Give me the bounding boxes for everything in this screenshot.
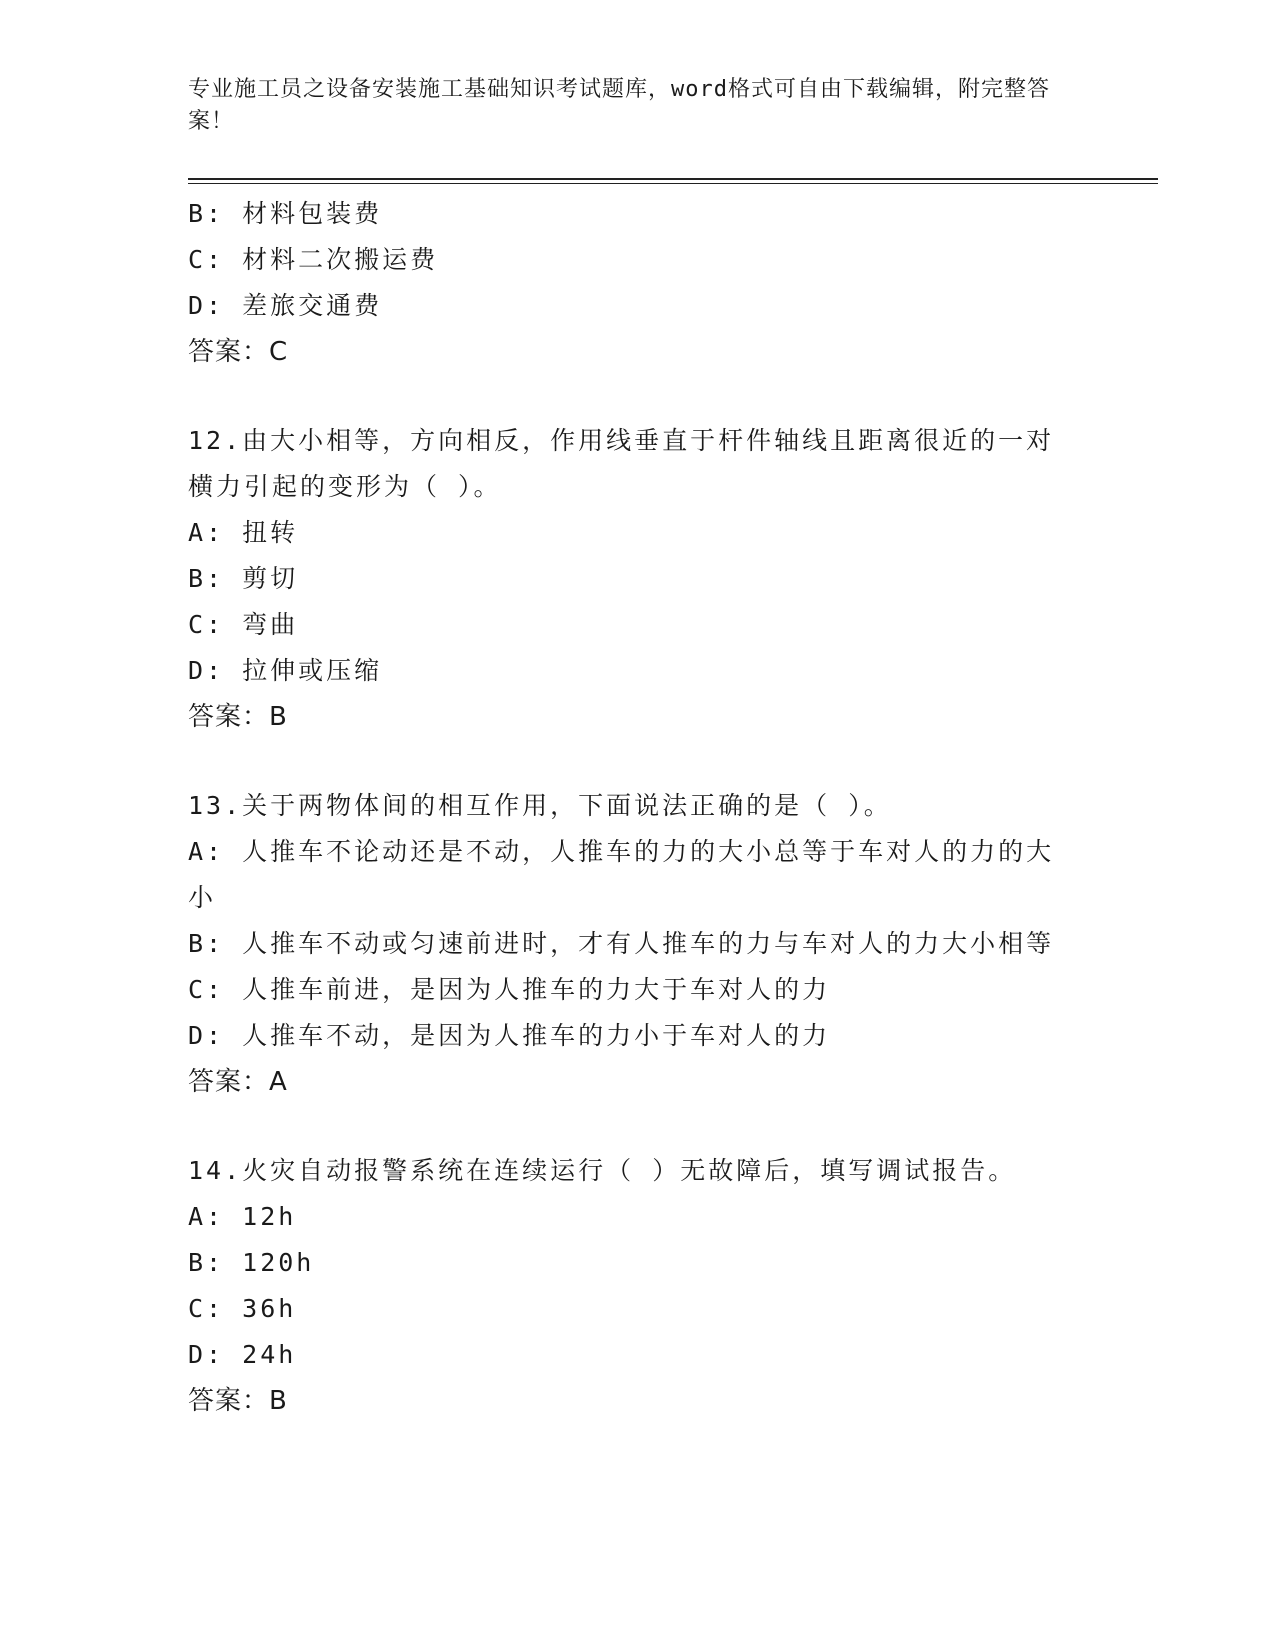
answer: 答案：C xyxy=(188,337,289,367)
document-header: 专业施工员之设备安装施工基础知识考试题库，word格式可自由下载编辑，附完整答案！ xyxy=(188,77,1050,134)
header-divider-thin xyxy=(188,183,1158,184)
answer: 答案：A xyxy=(188,1067,288,1097)
option-d: D: 人推车不动，是因为人推车的力小于车对人的力 xyxy=(188,1021,831,1050)
option-a: A: 扭转 xyxy=(188,518,299,547)
option-b: B: 材料包装费 xyxy=(188,199,383,228)
option-c: C: 材料二次搬运费 xyxy=(188,245,439,274)
option-c: C: 人推车前进，是因为人推车的力大于车对人的力 xyxy=(188,975,831,1004)
option-a: A: 人推车不论动还是不动，人推车的力的大小总等于车对人的力的大 xyxy=(188,837,1055,866)
question-list xyxy=(188,191,1078,1424)
option-b: B: 剪切 xyxy=(188,564,299,593)
spacer xyxy=(188,740,1078,783)
document-page xyxy=(188,0,1158,1650)
option-c: C: 36h xyxy=(188,1294,297,1323)
header-divider-thick xyxy=(188,178,1158,180)
spacer xyxy=(188,375,1078,418)
option-b: B: 120h xyxy=(188,1248,315,1277)
question-stem: 14.火灾自动报警系统在连续运行（ ）无故障后，填写调试报告。 xyxy=(188,1156,1017,1185)
option-d: D: 差旅交通费 xyxy=(188,291,383,320)
option-b: B: 人推车不动或匀速前进时，才有人推车的力与车对人的力大小相等 xyxy=(188,929,1055,958)
question-stem: 12.由大小相等，方向相反，作用线垂直于杆件轴线且距离很近的一对 xyxy=(188,426,1055,455)
option-d: D: 24h xyxy=(188,1340,297,1369)
question-stem: 13.关于两物体间的相互作用，下面说法正确的是（ ）。 xyxy=(188,791,892,820)
option-d: D: 拉伸或压缩 xyxy=(188,656,383,685)
answer: 答案：B xyxy=(188,1386,288,1416)
spacer xyxy=(188,1105,1078,1148)
option-a: A: 12h xyxy=(188,1202,297,1231)
option-a-continued: 小 xyxy=(188,883,217,912)
answer: 答案：B xyxy=(188,702,288,732)
question-stem-continued: 横力引起的变形为（ ）。 xyxy=(188,472,502,501)
option-c: C: 弯曲 xyxy=(188,610,299,639)
